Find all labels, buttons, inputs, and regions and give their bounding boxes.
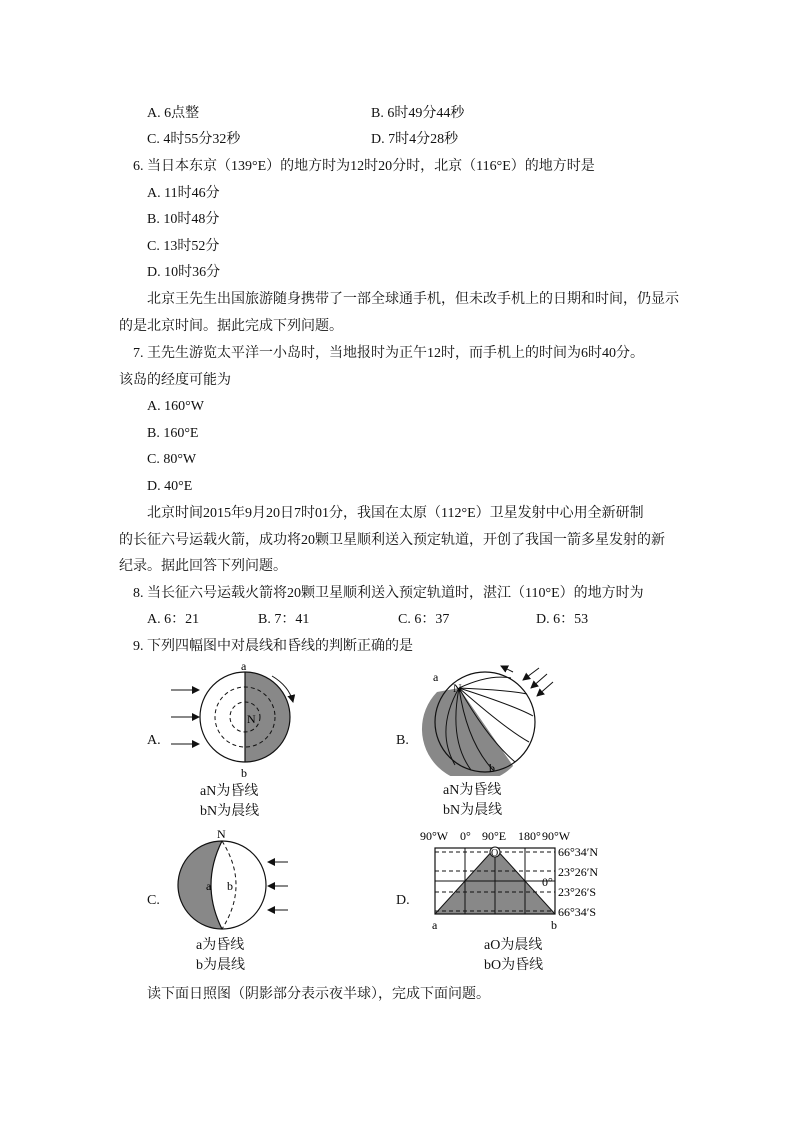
q7-option-d: D. 40°E [147, 479, 193, 494]
fig-c-caption-2: b为晨线 [196, 958, 245, 973]
fig-a-diagram [165, 660, 305, 780]
passage2-line2: 的长征六号运载火箭，成功将20颗卫星顺利送入预定轨道，开创了我国一箭多星发射的新 [119, 533, 665, 548]
fig-b-caption-1: aN为昏线 [443, 783, 502, 798]
fig-c-label-b: b [227, 879, 233, 893]
fig-a-option-label: A. [147, 733, 161, 748]
fig-b-label-a: a [433, 670, 439, 684]
fig-d-caption-1: aO为晨线 [484, 938, 543, 953]
q5-option-d: D. 7时4分28秒 [371, 132, 459, 147]
q6-stem: 6. 当日本东京（139°E）的地方时为12时20分时，北京（116°E）的地方时是 [133, 159, 595, 174]
q5-option-b: B. 6时49分44秒 [371, 106, 465, 121]
q7-option-b: B. 160°E [147, 426, 199, 441]
fig-d-top-label-3: 90°E [482, 829, 507, 843]
q7-stem-line2: 该岛的经度可能为 [119, 373, 231, 388]
passage1-line2: 的是北京时间。据此完成下列问题。 [119, 319, 343, 334]
q6-option-c: C. 13时52分 [147, 239, 220, 254]
passage2-line1: 北京时间2015年9月20日7时01分，我国在太原（112°E）卫星发射中心用全新研制 [147, 506, 644, 521]
q7-option-c: C. 80°W [147, 452, 197, 467]
q8-option-d: D. 6：53 [536, 612, 589, 627]
fig-c-label-n: N [217, 827, 226, 841]
fig-d-diagram [418, 826, 638, 936]
fig-b-label-n: N [453, 681, 462, 695]
q8-option-c: C. 6：37 [398, 612, 450, 627]
q8-option-a: A. 6：21 [147, 612, 200, 627]
closing-instruction: 读下面日照图（阴影部分表示夜半球），完成下面问题。 [147, 987, 490, 1002]
fig-c-diagram [170, 826, 300, 936]
q5-option-a: A. 6点整 [147, 106, 200, 121]
fig-d-right-label-3: 0° [542, 875, 553, 889]
q8-stem: 8. 当长征六号运载火箭将20颗卫星顺利送入预定轨道时，湛江（110°E）的地方时为 [133, 586, 644, 601]
q8-option-b: B. 7：41 [258, 612, 310, 627]
passage1-line1: 北京王先生出国旅游随身携带了一部全球通手机，但未改手机上的日期和时间，仍显示 [147, 292, 679, 307]
fig-b-diagram [415, 660, 555, 776]
fig-b-caption-2: bN为晨线 [443, 803, 503, 818]
q9-stem: 9. 下列四幅图中对晨线和昏线的判断正确的是 [133, 639, 413, 654]
q6-option-d: D. 10时36分 [147, 265, 221, 280]
fig-d-label-b: b [551, 918, 557, 932]
q7-stem-line1: 7. 王先生游览太平洋一小岛时，当地报时为正午12时，而手机上的时间为6时40分。 [133, 346, 644, 361]
fig-d-top-label-5: 90°W [542, 829, 571, 843]
fig-b-label-b: b [489, 761, 495, 775]
fig-c-label-a: a [206, 879, 212, 893]
fig-b-option-label: B. [396, 733, 409, 748]
q7-option-a: A. 160°W [147, 399, 204, 414]
fig-a-caption-1: aN为昏线 [200, 784, 259, 799]
fig-d-top-label-2: 0° [460, 829, 471, 843]
fig-d-top-label-1: 90°W [420, 829, 449, 843]
fig-d-right-label-4: 23°26′S [558, 885, 597, 899]
fig-c-night-side [178, 841, 222, 929]
fig-d-right-label-1: 66°34′N [558, 845, 599, 859]
fig-a-label-b: b [241, 766, 247, 780]
q5-option-c: C. 4时55分32秒 [147, 132, 241, 147]
fig-d-label-o: O [491, 848, 499, 859]
fig-d-caption-2: bO为昏线 [484, 958, 544, 973]
fig-c-caption-1: a为昏线 [196, 938, 245, 953]
fig-c-option-label: C. [147, 893, 160, 908]
fig-d-right-label-2: 23°26′N [558, 865, 599, 879]
fig-d-option-label: D. [396, 893, 410, 908]
fig-d-top-label-4: 180° [518, 829, 541, 843]
fig-d-label-a: a [432, 918, 438, 932]
q6-option-a: A. 11时46分 [147, 186, 220, 201]
fig-a-label-a: a [241, 660, 247, 673]
passage2-line3: 纪录。据此回答下列问题。 [119, 559, 287, 574]
fig-d-right-label-5: 66°34′S [558, 905, 597, 919]
fig-a-caption-2: bN为晨线 [200, 804, 260, 819]
q6-option-b: B. 10时48分 [147, 212, 220, 227]
fig-a-label-n: N [247, 712, 256, 726]
